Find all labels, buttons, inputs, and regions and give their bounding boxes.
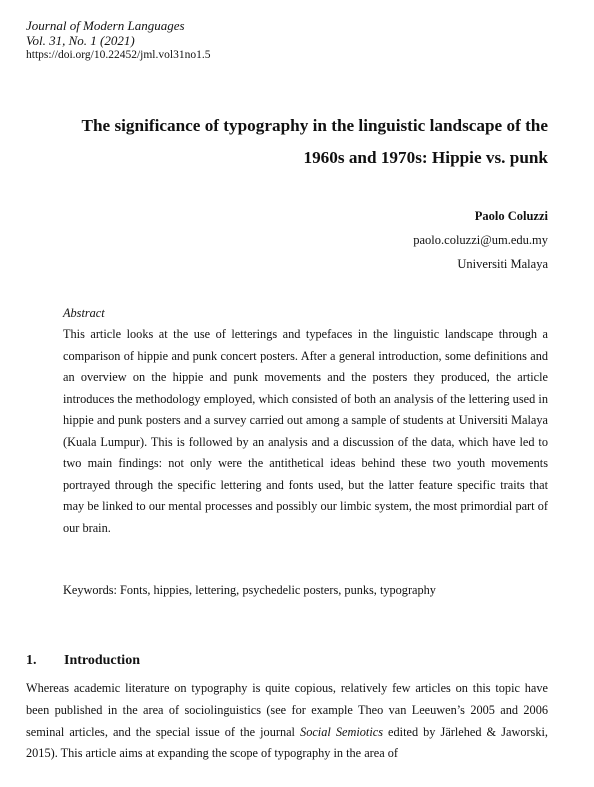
paper-title-line-2: 1960s and 1970s: Hippie vs. punk bbox=[303, 148, 548, 167]
author-block bbox=[413, 204, 548, 276]
section-title: Introduction bbox=[64, 653, 140, 668]
abstract-section bbox=[63, 302, 548, 539]
section-heading bbox=[26, 651, 140, 671]
abstract-text: This article looks at the use of letterings and typefaces in the linguistic landscape through a comparison of hippie and punk concert posters. After a general introduction, some definitions and an overview on the hippie and punk movements and the posters they produced, the article introduces the methodology employed, which consisted of both an analysis of the lettering used in hippie and punk posters and a survey carried out among a sample of students at Universiti Malaya (Kuala Lumpur). This is followed by an analysis and a discussion of the data, which have led to two main findings: not only were the antithetical ideas behind these two youth movements portrayed through the specific lettering and fonts used, but the latter feature specific traits that may be linked to our mental processes and possibly our limbic system, the most primordial part of our brain. bbox=[63, 327, 548, 535]
keywords: Keywords: Fonts, hippies, lettering, psychedelic posters, punks, typography bbox=[63, 583, 436, 597]
intro-paragraph bbox=[26, 678, 548, 765]
intro-journal-title: Social Semiotics bbox=[300, 724, 383, 739]
paper-title bbox=[60, 110, 548, 174]
intro-text-part-1: Whereas academic literature on typography is quite copious, relatively few articles on this topic have been published in the area of sociolinguistics (see for example Theo van Leeuwen’s 2005 and 2006 seminal articles, and the special issue of the journal bbox=[26, 681, 548, 739]
journal-header bbox=[26, 18, 210, 63]
journal-name: Journal of Modern Languages bbox=[26, 18, 185, 33]
doi-link[interactable]: https://doi.org/10.22452/jml.vol31no1.5 bbox=[26, 49, 211, 61]
intro-text-part-2: edited by Järlehed & Jaworski, 2015). This article aims at expanding the scope of typography in the area of bbox=[26, 724, 548, 761]
paper-title-line-1: The significance of typography in the linguistic landscape of the bbox=[81, 116, 548, 135]
journal-volume: Vol. 31, No. 1 (2021) bbox=[26, 33, 135, 48]
author-affiliation: Universiti Malaya bbox=[457, 257, 548, 271]
section-number: 1. bbox=[26, 653, 37, 668]
abstract-label: Abstract bbox=[63, 306, 105, 320]
author-email[interactable]: paolo.coluzzi@um.edu.my bbox=[413, 233, 548, 247]
author-name: Paolo Coluzzi bbox=[474, 209, 548, 223]
